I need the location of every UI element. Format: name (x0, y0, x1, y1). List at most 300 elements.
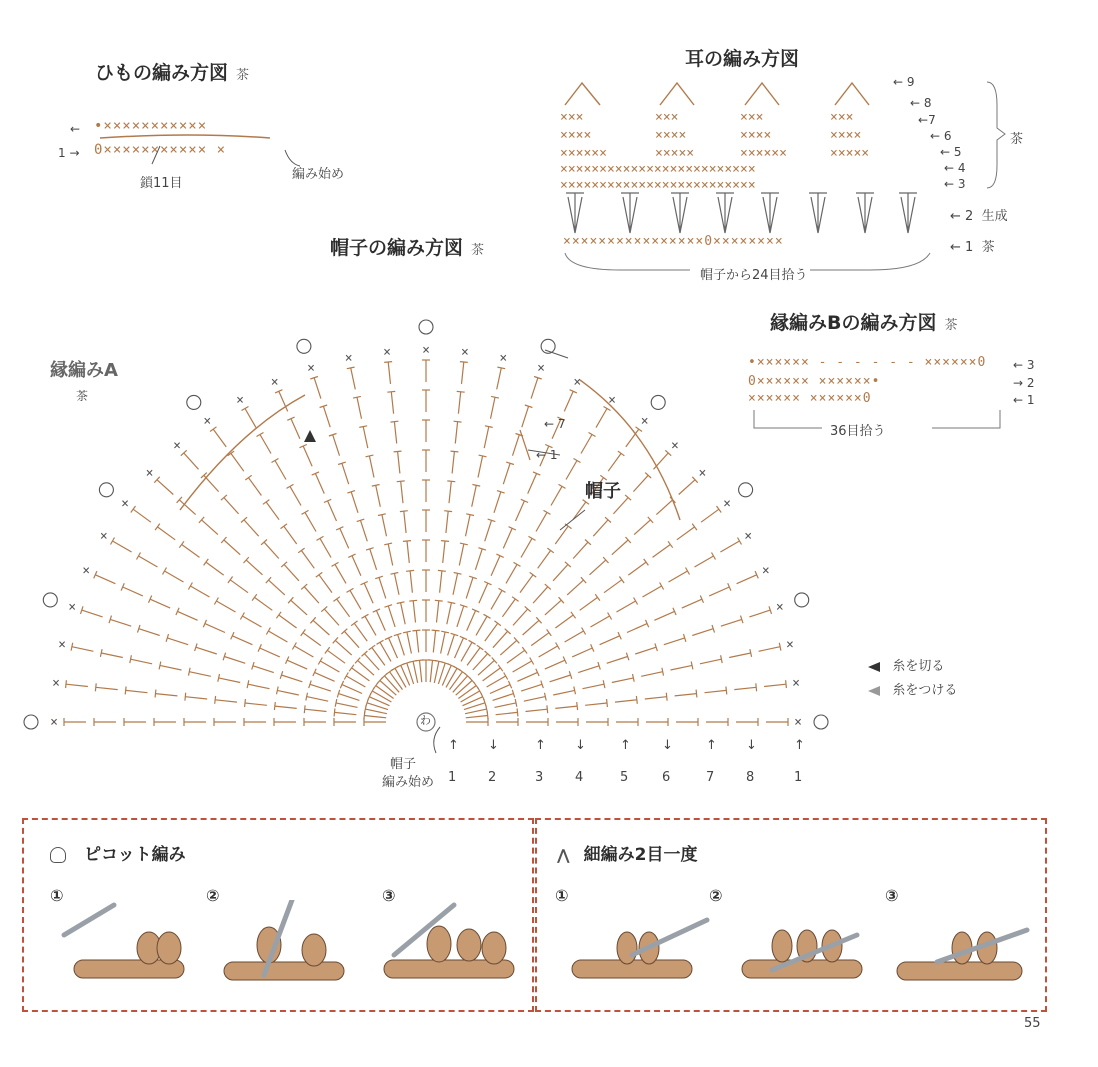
stitch-top-mark (589, 433, 596, 437)
stitch-mark (294, 646, 313, 657)
stitch-mark (404, 511, 406, 533)
stitch-mark (150, 599, 170, 608)
stitch-mark (410, 571, 412, 593)
stitch-mark (627, 624, 647, 633)
single-crochet-mark: × (640, 414, 649, 429)
stitch-mark (467, 648, 480, 666)
stitch-mark (484, 427, 489, 449)
single-crochet-mark: × (383, 345, 392, 360)
stitch-mark (635, 647, 656, 654)
stitch-mark (342, 685, 362, 694)
stitch-mark (433, 631, 435, 653)
stitch-mark (513, 435, 520, 456)
single-crochet-mark: × (50, 715, 58, 730)
stitch-top-mark (666, 693, 667, 701)
sc2tog-panel (535, 818, 1047, 1012)
stitch-mark (351, 368, 356, 390)
single-crochet-mark: × (270, 375, 279, 391)
stitch-mark (391, 392, 393, 414)
edge-b-row-2: 0×××××× ××××××• (748, 374, 881, 389)
stitch-mark (459, 544, 464, 566)
stitch-mark (453, 676, 468, 692)
stitch-mark (521, 684, 542, 691)
stitch-mark (291, 600, 307, 615)
stitch-mark (500, 640, 516, 655)
stitch-top-mark (394, 451, 402, 452)
stitch-mark (465, 709, 487, 714)
stitch-top-mark (472, 485, 480, 487)
stitch-mark (394, 573, 399, 595)
edge-b-pickup-label: 36目拾う (830, 424, 886, 439)
stitch-mark (365, 709, 387, 714)
stitch-top-mark (397, 481, 405, 482)
stitch-mark (279, 615, 297, 628)
stitch-mark (202, 520, 218, 535)
stitch-mark (608, 453, 621, 471)
stitch-top-mark (245, 475, 251, 480)
stitch-top-mark (738, 538, 742, 545)
stitch-mark (600, 636, 620, 645)
stitch-mark (567, 580, 583, 595)
ear-chart-title: 耳の編み方図 (685, 48, 800, 70)
stitch-mark (389, 638, 398, 658)
single-crochet-mark: × (775, 600, 784, 615)
stitch-top-mark (454, 421, 462, 422)
stitch-top-mark (696, 690, 697, 698)
stitch-mark (275, 706, 297, 708)
single-crochet-mark: × (608, 392, 616, 408)
stitch-top-mark (409, 600, 417, 601)
stitch-mark (472, 485, 477, 507)
ear-base-row: ××××××××××××××××0×××××××× (563, 234, 784, 249)
ear-row2-color: 生成 (981, 209, 1008, 224)
stitch-top-mark (607, 699, 608, 707)
stitch-mark (502, 599, 515, 617)
single-crochet-mark: × (58, 637, 67, 653)
stitch-mark (365, 616, 376, 635)
edge-a-arrow-7: 7 (557, 417, 566, 431)
single-crochet-mark: × (794, 715, 802, 730)
stitch-top-mark (403, 631, 411, 633)
stitch-mark (483, 668, 501, 681)
string-arrow-top: ← (70, 122, 81, 136)
single-crochet-mark: × (573, 375, 582, 391)
stitch-mark (413, 661, 418, 683)
stitch-mark (466, 515, 471, 537)
stitch-mark (545, 600, 561, 615)
stitch-top-mark (272, 459, 279, 463)
stitch-mark (466, 577, 473, 598)
stitch-mark (398, 452, 400, 474)
stitch-top-mark (412, 630, 420, 631)
stitch-mark (679, 480, 695, 495)
stitch-mark (304, 587, 319, 603)
stitch-mark (721, 619, 742, 626)
stitch-mark (139, 556, 158, 567)
stitch-top-mark (435, 600, 443, 601)
stitch-mark (395, 668, 406, 687)
stitch-top-mark (387, 391, 395, 392)
stitch-top-mark (215, 696, 216, 704)
stitch-mark (709, 587, 729, 596)
stitch-mark (407, 632, 412, 654)
stitch-mark (284, 526, 297, 544)
stitch-mark (705, 690, 727, 692)
stitch-mark (573, 542, 588, 558)
stitch-mark (82, 610, 103, 617)
stitch-mark (493, 631, 508, 647)
stitch-top-mark (325, 647, 330, 653)
stitch-top-mark (277, 687, 279, 695)
stitch-mark (364, 716, 386, 718)
ear-row-7: 7 (928, 113, 936, 127)
stitch-mark (503, 463, 510, 484)
stitch-mark (264, 542, 279, 558)
stitch-top-mark (495, 621, 501, 626)
string-arrow-bottom: 1 → (58, 146, 80, 160)
stitch-top-mark (636, 696, 637, 704)
stitch-top-mark (451, 451, 459, 452)
stitch-top-mark (574, 459, 581, 463)
single-crochet-mark: × (537, 361, 545, 377)
stitch-mark (490, 685, 510, 694)
stitch-mark (139, 629, 160, 636)
stitch-mark (737, 575, 757, 584)
stitch-mark (455, 638, 464, 658)
round-2: 2 (488, 770, 497, 785)
stitch-mark (528, 474, 537, 494)
stitch-mark (522, 406, 529, 427)
round-3: 3 (535, 770, 544, 785)
stitch-mark (536, 512, 547, 531)
stitch-mark (113, 541, 132, 552)
single-crochet-mark: × (499, 351, 508, 367)
stitch-top-mark (603, 680, 605, 688)
ear-row-8: 8 (923, 96, 932, 110)
stitch-mark (248, 684, 270, 689)
stitch-top-mark (559, 484, 566, 488)
picot-mark (99, 483, 113, 497)
svg-text:×××××: ××××× (830, 146, 870, 161)
svg-text:×××: ××× (740, 110, 764, 125)
legend-cut-yarn: 糸を切る (892, 659, 945, 674)
stitch-top-mark (545, 693, 547, 701)
stitch-top-mark (556, 643, 560, 650)
stitch-top-mark (444, 511, 452, 512)
stitch-top-mark (582, 628, 586, 635)
stitch-mark (612, 540, 628, 555)
stitch-mark (633, 475, 648, 491)
stitch-top-mark (750, 649, 752, 657)
stitch-mark (244, 520, 259, 536)
stitch-mark (491, 397, 496, 419)
stitch-mark (303, 446, 312, 466)
stitch-top-mark (498, 665, 503, 672)
stitch-top-mark (504, 673, 508, 680)
stitch-mark (494, 492, 501, 513)
stitch-top-mark (274, 702, 275, 710)
stitch-mark (682, 599, 702, 608)
stitch-mark (185, 697, 207, 699)
picot-mark (814, 715, 828, 729)
picot-symbol-icon (50, 847, 66, 863)
stitch-mark (671, 665, 693, 670)
stitch-mark (653, 545, 671, 558)
stitch-top-mark (441, 541, 449, 542)
stitch-mark (344, 631, 359, 647)
ear-color-top: 茶 (1010, 132, 1024, 147)
hat-chart-color: 茶 (471, 243, 485, 258)
stitch-mark (555, 706, 577, 708)
stitch-mark (123, 587, 143, 596)
stitch-mark (290, 486, 301, 505)
edge-b-color: 茶 (944, 318, 958, 333)
stitch-mark (526, 709, 548, 711)
stitch-mark (553, 690, 575, 695)
stitch-top-mark (204, 559, 209, 566)
stitch-mark (692, 629, 713, 636)
stitch-mark (190, 586, 209, 597)
stitch-mark (462, 362, 464, 384)
stitch-mark (351, 492, 358, 513)
stitch-mark (313, 620, 329, 635)
stitch-mark (524, 697, 546, 702)
picot-illustrations (44, 900, 524, 1000)
stitch-mark (538, 551, 551, 569)
stitch-mark (388, 544, 393, 566)
stitch-mark (612, 678, 634, 683)
hat-start-label-1: 帽子 (390, 757, 417, 772)
stitch-top-mark (497, 367, 505, 369)
ear-row-6: 6 (943, 129, 952, 143)
stitch-top-mark (491, 396, 499, 398)
stitch-mark (398, 635, 405, 656)
svg-text:×××: ××× (655, 110, 679, 125)
stitch-top-mark (302, 510, 309, 514)
single-crochet-mark: × (460, 345, 469, 360)
stitch-mark (231, 453, 244, 471)
stitch-mark (361, 520, 368, 541)
stitch-top-mark (240, 613, 244, 620)
stitch-top-mark (447, 481, 455, 482)
stitch-top-mark (403, 541, 411, 542)
string-row-top: •××××××××××× (94, 118, 208, 134)
stitch-mark (260, 435, 271, 454)
ear-row-2: 2 (965, 209, 974, 224)
stitch-top-mark (432, 630, 440, 631)
picot-mark (24, 715, 38, 729)
sc2tog-illustrations (557, 900, 1037, 1000)
picot-mark (419, 320, 433, 334)
stitch-top-mark (397, 602, 405, 604)
stitch-mark (380, 642, 391, 661)
stitch-mark (319, 575, 332, 593)
stitch-mark (701, 509, 719, 522)
stitch-mark (550, 675, 571, 682)
stitch-mark (336, 703, 358, 708)
string-start-label: 編み始め (292, 167, 345, 182)
stitch-mark (641, 672, 663, 677)
stitch-mark (156, 694, 178, 696)
stitch-mark (626, 429, 639, 447)
edge-b-label-3: 3 (1026, 358, 1035, 372)
round-numbers: ↑ 1 ↓ 2 ↑ 3 ↓ 4 ↑ 5 ↓ 6 ↑ 7 ↓ 8 ↑ 1 (448, 738, 805, 785)
stitch-mark (615, 700, 637, 702)
sc2tog-symbol-icon: ⋀ (557, 846, 570, 864)
stitch-mark (759, 647, 781, 652)
stitch-mark (242, 616, 261, 627)
single-crochet-mark: × (792, 676, 800, 692)
hat-semicircle-diagram (20, 270, 850, 740)
string-chart-title: ひもの編み方図 茶 (95, 62, 250, 84)
stitch-mark (493, 694, 514, 701)
stitch-mark (516, 501, 525, 521)
stitch-top-mark (530, 572, 537, 577)
ear-row-1: 1 (965, 240, 974, 255)
stitch-top-mark (344, 673, 348, 680)
stitch-top-mark (347, 367, 355, 369)
stitch-mark (379, 577, 386, 598)
stitch-top-mark (95, 683, 96, 691)
stitch-mark (224, 498, 239, 514)
stitch-mark (363, 427, 368, 449)
stitch-mark (196, 647, 217, 654)
stitch-mark (413, 601, 415, 623)
ear-row1-color: 茶 (981, 240, 995, 255)
stitch-top-mark (304, 705, 305, 713)
stitch-mark (466, 716, 488, 718)
stitch-mark (157, 480, 173, 495)
svg-text:××××××: ×××××× (560, 146, 607, 161)
svg-text:××××××: ×××××× (740, 146, 787, 161)
stitch-mark (315, 672, 335, 681)
stitch-mark (669, 571, 688, 582)
stitch-top-mark (756, 683, 757, 691)
stitch-top-mark (608, 613, 612, 620)
stitch-mark (583, 684, 605, 689)
stitch-mark (213, 429, 226, 447)
edge-a-color: 茶 (76, 389, 89, 403)
stitch-mark (339, 694, 360, 701)
stitch-mark (654, 611, 674, 620)
picot-step-3: ③ (382, 886, 396, 905)
stitch-top-mark (499, 588, 506, 592)
stitch-top-mark (469, 640, 476, 644)
stitch-mark (443, 541, 445, 563)
stitch-top-mark (577, 702, 578, 710)
single-crochet-mark: × (761, 563, 770, 579)
ear-row-9: 9 (906, 75, 915, 89)
stitch-mark (370, 549, 377, 570)
stitch-mark (382, 515, 387, 537)
stitch-top-mark (334, 708, 335, 716)
stitch-top-mark (257, 433, 264, 437)
stitch-mark (664, 638, 685, 645)
stitch-mark (545, 660, 565, 669)
stitch-mark (224, 540, 240, 555)
stitch-mark (430, 660, 432, 682)
picot-mark (795, 593, 809, 607)
edge-a-arrow-1: 1 (549, 448, 558, 462)
stitch-mark (449, 481, 451, 503)
stitch-mark (357, 397, 362, 419)
stitch-mark (564, 391, 573, 411)
stitch-top-mark (100, 649, 102, 657)
edge-b-label-1: 1 (1026, 393, 1035, 407)
single-crochet-mark: × (68, 600, 77, 615)
svg-text:××××: ×××× (655, 128, 687, 143)
stitch-top-mark (384, 362, 392, 363)
stitch-top-mark (514, 562, 521, 566)
stitch-mark (448, 635, 455, 656)
stitch-top-mark (466, 514, 474, 516)
stitch-top-mark (438, 570, 446, 571)
stitch-mark (333, 435, 340, 456)
stitch-top-mark (406, 570, 414, 571)
stitch-mark (506, 564, 517, 583)
svg-text:××××: ×××× (830, 128, 862, 143)
stitch-top-mark (595, 594, 600, 600)
stitch-top-mark (137, 553, 141, 560)
stitch-top-mark (460, 362, 468, 363)
stitch-mark (364, 654, 379, 670)
stitch-mark (450, 672, 463, 690)
stitch-mark (281, 675, 302, 682)
round-4: 4 (575, 770, 584, 785)
string-chain-label: 鎖11目 (140, 176, 183, 191)
stitch-top-mark (460, 543, 468, 545)
stitch-top-mark (185, 693, 186, 701)
round-7: 7 (706, 770, 715, 785)
stitch-mark (160, 665, 182, 670)
stitch-mark (224, 657, 245, 664)
picot-mark (739, 483, 753, 497)
stitch-mark (581, 435, 592, 454)
stitch-top-mark (335, 699, 337, 707)
stitch-mark (245, 703, 267, 705)
stitch-mark (446, 668, 457, 687)
stitch-mark (249, 478, 262, 496)
stitch-mark (593, 520, 608, 536)
string-chain-shape (90, 128, 310, 178)
edge-b-label-2: 2 (1026, 376, 1035, 390)
stitch-mark (266, 502, 279, 520)
single-crochet-mark: × (236, 392, 244, 408)
edge-b-title: 縁編みBの編み方図 茶 (770, 312, 958, 334)
stitch-mark (307, 697, 329, 702)
picot-mark (651, 395, 665, 409)
stitch-top-mark (517, 708, 518, 716)
stitch-mark (734, 687, 756, 689)
stitch-mark (700, 659, 722, 664)
single-crochet-mark: × (121, 496, 129, 512)
stitch-mark (95, 575, 115, 584)
stitch-top-mark (298, 548, 304, 553)
stitch-mark (434, 661, 439, 683)
stitch-top-mark (512, 597, 519, 602)
stitch-mark (182, 545, 200, 558)
stitch-mark (572, 648, 592, 657)
stitch-mark (578, 666, 599, 673)
stitch-mark (749, 610, 770, 617)
stitch-mark (441, 632, 446, 654)
single-crochet-mark: × (82, 563, 91, 579)
stitch-mark (372, 691, 391, 702)
stitch-top-mark (400, 511, 408, 512)
stitch-mark (580, 597, 598, 610)
stitch-top-mark (333, 597, 340, 602)
stitch-mark (437, 601, 439, 623)
